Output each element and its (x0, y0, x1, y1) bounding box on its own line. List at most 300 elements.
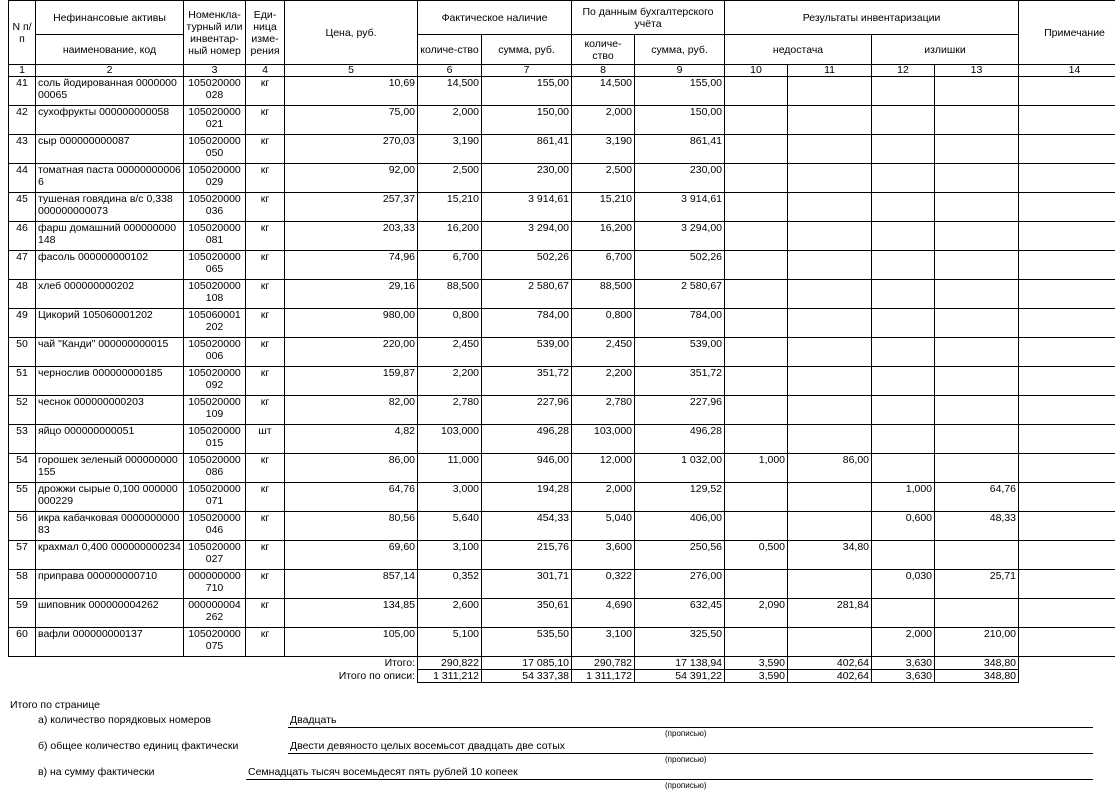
surplus-qty (872, 222, 935, 251)
item-name: вафли 000000000137 (36, 628, 184, 657)
item-code: 105020000 027 (184, 541, 246, 570)
row-number: 55 (9, 483, 36, 512)
surplus-sum (935, 338, 1019, 367)
fact-qty: 0,800 (418, 309, 482, 338)
footer-c-propisyu: (прописью) (665, 781, 707, 790)
item-code: 000000004 262 (184, 599, 246, 628)
fact-qty: 2,600 (418, 599, 482, 628)
fact-sum: 301,71 (482, 570, 572, 599)
table-row (9, 628, 1115, 657)
surplus-qty: 0,600 (872, 512, 935, 541)
note-cell (1019, 628, 1115, 657)
note-cell (1019, 599, 1115, 628)
note-cell (1019, 570, 1115, 599)
shortage-qty (725, 222, 788, 251)
row-number: 51 (9, 367, 36, 396)
header-results: Результаты инвентаризации (725, 1, 1019, 35)
shortage-qty (725, 338, 788, 367)
footer-a-value: Двадцать (290, 714, 337, 726)
shortage-sum (788, 164, 872, 193)
table-row (9, 338, 1115, 367)
shortage-qty (725, 106, 788, 135)
shortage-qty (725, 164, 788, 193)
fact-qty: 3,190 (418, 135, 482, 164)
item-price: 92,00 (285, 164, 418, 193)
surplus-qty: 1,000 (872, 483, 935, 512)
item-price: 134,85 (285, 599, 418, 628)
table-row (9, 309, 1115, 338)
totals-opis-label: Итого по описи: (338, 669, 415, 682)
shortage-sum (788, 251, 872, 280)
book-sum: 2 580,67 (635, 280, 725, 309)
item-price: 980,00 (285, 309, 418, 338)
item-name: дрожжи сырые 0,100 000000000229 (36, 483, 184, 512)
surplus-sum (935, 425, 1019, 454)
total-surplus-qty: 3,630 (872, 657, 935, 670)
note-cell (1019, 135, 1115, 164)
shortage-sum (788, 77, 872, 106)
item-unit: кг (246, 280, 285, 309)
opis-fact-qty: 1 311,212 (418, 670, 482, 683)
surplus-sum (935, 541, 1019, 570)
fact-sum: 230,00 (482, 164, 572, 193)
table-row (9, 193, 1115, 222)
book-sum: 784,00 (635, 309, 725, 338)
book-qty: 2,450 (572, 338, 635, 367)
footer-a-label: а) количество порядковых номеров (38, 714, 212, 726)
footer-c-value: Семнадцать тысяч восемьдесят пять рублей 10 копеек (248, 766, 518, 778)
surplus-sum: 48,33 (935, 512, 1019, 541)
column-number: 10 (725, 65, 788, 77)
surplus-sum: 25,71 (935, 570, 1019, 599)
opis-short-sum: 402,64 (788, 670, 872, 683)
footer-a-propisyu: (прописью) (665, 729, 707, 738)
item-name: икра кабачковая 000000000083 (36, 512, 184, 541)
item-price: 64,76 (285, 483, 418, 512)
book-qty: 3,190 (572, 135, 635, 164)
total-fact-qty: 290,822 (418, 657, 482, 670)
shortage-qty (725, 251, 788, 280)
fact-qty: 3,100 (418, 541, 482, 570)
book-qty: 2,000 (572, 483, 635, 512)
surplus-sum (935, 251, 1019, 280)
column-number: 6 (418, 65, 482, 77)
item-name: яйцо 000000000051 (36, 425, 184, 454)
book-sum: 150,00 (635, 106, 725, 135)
opis-book-qty: 1 311,172 (572, 670, 635, 683)
item-unit: кг (246, 483, 285, 512)
fact-qty: 2,500 (418, 164, 482, 193)
shortage-qty: 0,500 (725, 541, 788, 570)
header-nonfin: Нефинансовые активы (36, 1, 184, 35)
book-sum: 351,72 (635, 367, 725, 396)
item-name: чай "Канди" 000000000015 (36, 338, 184, 367)
opis-surplus-qty: 3,630 (872, 670, 935, 683)
shortage-sum: 86,00 (788, 454, 872, 483)
table-row (9, 425, 1115, 454)
surplus-qty (872, 193, 935, 222)
row-number: 59 (9, 599, 36, 628)
note-cell (1019, 396, 1115, 425)
row-number: 58 (9, 570, 36, 599)
item-price: 257,37 (285, 193, 418, 222)
book-sum: 227,96 (635, 396, 725, 425)
item-price: 105,00 (285, 628, 418, 657)
shortage-sum (788, 135, 872, 164)
shortage-sum (788, 425, 872, 454)
column-number: 14 (1019, 65, 1115, 77)
book-sum: 230,00 (635, 164, 725, 193)
surplus-sum (935, 77, 1019, 106)
surplus-sum: 64,76 (935, 483, 1019, 512)
fact-qty: 103,000 (418, 425, 482, 454)
item-code: 000000000 710 (184, 570, 246, 599)
fact-qty: 14,500 (418, 77, 482, 106)
totals-row (9, 657, 1115, 670)
total-book-qty: 290,782 (572, 657, 635, 670)
table-row (9, 483, 1115, 512)
row-number: 45 (9, 193, 36, 222)
fact-qty: 11,000 (418, 454, 482, 483)
inventory-sheet (8, 0, 1105, 683)
table-row (9, 454, 1115, 483)
item-unit: кг (246, 454, 285, 483)
row-number: 47 (9, 251, 36, 280)
surplus-sum (935, 164, 1019, 193)
item-code: 105020000 028 (184, 77, 246, 106)
item-name: томатная паста 000000000066 (36, 164, 184, 193)
book-sum: 3 294,00 (635, 222, 725, 251)
surplus-qty (872, 338, 935, 367)
item-code: 105020000 075 (184, 628, 246, 657)
header-shortage: недостача (725, 35, 872, 65)
surplus-qty: 0,030 (872, 570, 935, 599)
item-unit: кг (246, 77, 285, 106)
surplus-qty (872, 396, 935, 425)
shortage-qty (725, 135, 788, 164)
item-price: 270,03 (285, 135, 418, 164)
surplus-sum (935, 106, 1019, 135)
total-book-sum: 17 138,94 (635, 657, 725, 670)
row-number: 43 (9, 135, 36, 164)
book-sum: 250,56 (635, 541, 725, 570)
surplus-qty (872, 135, 935, 164)
note-cell (1019, 454, 1115, 483)
shortage-qty (725, 309, 788, 338)
fact-sum: 3 914,61 (482, 193, 572, 222)
shortage-sum (788, 628, 872, 657)
row-number: 50 (9, 338, 36, 367)
surplus-sum (935, 309, 1019, 338)
shortage-sum (788, 280, 872, 309)
item-price: 80,56 (285, 512, 418, 541)
item-price: 159,87 (285, 367, 418, 396)
shortage-qty (725, 280, 788, 309)
row-number: 44 (9, 164, 36, 193)
book-sum: 406,00 (635, 512, 725, 541)
fact-qty: 2,000 (418, 106, 482, 135)
book-qty: 16,200 (572, 222, 635, 251)
item-name: чернослив 000000000185 (36, 367, 184, 396)
item-code: 105020000 036 (184, 193, 246, 222)
fact-qty: 5,100 (418, 628, 482, 657)
surplus-qty: 2,000 (872, 628, 935, 657)
note-cell (1019, 222, 1115, 251)
book-sum: 1 032,00 (635, 454, 725, 483)
book-qty: 2,000 (572, 106, 635, 135)
fact-qty: 3,000 (418, 483, 482, 512)
item-unit: кг (246, 599, 285, 628)
shortage-sum (788, 367, 872, 396)
header-unit: Еди-ница изме-рения (246, 1, 285, 65)
shortage-qty (725, 512, 788, 541)
item-name: сухофрукты 000000000058 (36, 106, 184, 135)
opis-short-qty: 3,590 (725, 670, 788, 683)
row-number: 48 (9, 280, 36, 309)
book-qty: 0,800 (572, 309, 635, 338)
shortage-qty (725, 367, 788, 396)
footer-a-line (288, 727, 1093, 728)
footer-c-line (246, 779, 1093, 780)
fact-qty: 88,500 (418, 280, 482, 309)
shortage-qty (725, 396, 788, 425)
shortage-sum (788, 106, 872, 135)
header-book: По данным бухгалтерского учёта (572, 1, 725, 35)
table-row (9, 599, 1115, 628)
table-row (9, 570, 1115, 599)
column-number: 7 (482, 65, 572, 77)
book-qty: 103,000 (572, 425, 635, 454)
column-number: 3 (184, 65, 246, 77)
item-unit: кг (246, 367, 285, 396)
item-code: 105020000 050 (184, 135, 246, 164)
book-qty: 2,200 (572, 367, 635, 396)
surplus-qty (872, 599, 935, 628)
surplus-qty (872, 106, 935, 135)
row-number: 60 (9, 628, 36, 657)
item-name: приправа 000000000710 (36, 570, 184, 599)
table-row (9, 106, 1115, 135)
item-name: горошек зеленый 000000000155 (36, 454, 184, 483)
row-number: 54 (9, 454, 36, 483)
shortage-sum (788, 512, 872, 541)
totals-label: Итого: (384, 657, 415, 669)
table-row (9, 135, 1115, 164)
footer-c-label: в) на сумму фактически (38, 766, 155, 778)
fact-sum: 155,00 (482, 77, 572, 106)
book-sum: 325,50 (635, 628, 725, 657)
surplus-qty (872, 77, 935, 106)
book-qty: 12,000 (572, 454, 635, 483)
item-code: 105020000 108 (184, 280, 246, 309)
shortage-sum (788, 193, 872, 222)
item-name: соль йодированная 000000000065 (36, 77, 184, 106)
note-cell (1019, 541, 1115, 570)
shortage-sum: 281,84 (788, 599, 872, 628)
fact-sum: 946,00 (482, 454, 572, 483)
book-sum: 276,00 (635, 570, 725, 599)
item-unit: кг (246, 628, 285, 657)
table-row (9, 541, 1115, 570)
book-sum: 3 914,61 (635, 193, 725, 222)
fact-sum: 535,50 (482, 628, 572, 657)
book-qty: 3,100 (572, 628, 635, 657)
surplus-qty (872, 541, 935, 570)
shortage-qty (725, 77, 788, 106)
book-sum: 502,26 (635, 251, 725, 280)
surplus-sum (935, 280, 1019, 309)
fact-sum: 454,33 (482, 512, 572, 541)
item-unit: кг (246, 193, 285, 222)
fact-sum: 496,28 (482, 425, 572, 454)
table-row (9, 77, 1115, 106)
item-code: 105020000 006 (184, 338, 246, 367)
surplus-sum (935, 222, 1019, 251)
surplus-qty (872, 164, 935, 193)
item-price: 75,00 (285, 106, 418, 135)
item-name: фарш домашний 000000000148 (36, 222, 184, 251)
shortage-sum (788, 338, 872, 367)
row-number: 49 (9, 309, 36, 338)
item-name: крахмал 0,400 000000000234 (36, 541, 184, 570)
fact-sum: 502,26 (482, 251, 572, 280)
shortage-sum (788, 309, 872, 338)
fact-qty: 2,200 (418, 367, 482, 396)
item-name: фасоль 000000000102 (36, 251, 184, 280)
fact-qty: 15,210 (418, 193, 482, 222)
header-name-code: наименование, код (36, 35, 184, 65)
surplus-qty (872, 309, 935, 338)
column-numbers-row (9, 65, 1115, 77)
row-number: 52 (9, 396, 36, 425)
table-row (9, 512, 1115, 541)
column-number: 1 (9, 65, 36, 77)
book-qty: 2,500 (572, 164, 635, 193)
header-book-sum: сумма, руб. (635, 35, 725, 65)
book-sum: 632,45 (635, 599, 725, 628)
column-number: 8 (572, 65, 635, 77)
column-number: 5 (285, 65, 418, 77)
shortage-sum (788, 222, 872, 251)
note-cell (1019, 193, 1115, 222)
item-code: 105020000 081 (184, 222, 246, 251)
book-sum: 861,41 (635, 135, 725, 164)
totals-opis-row (9, 670, 1115, 683)
fact-qty: 2,450 (418, 338, 482, 367)
note-cell (1019, 483, 1115, 512)
fact-sum: 539,00 (482, 338, 572, 367)
shortage-qty (725, 570, 788, 599)
table-row (9, 251, 1115, 280)
item-unit: кг (246, 309, 285, 338)
item-code: 105020000 086 (184, 454, 246, 483)
surplus-sum (935, 599, 1019, 628)
item-unit: кг (246, 338, 285, 367)
item-price: 29,16 (285, 280, 418, 309)
fact-sum: 350,61 (482, 599, 572, 628)
column-number: 9 (635, 65, 725, 77)
row-number: 46 (9, 222, 36, 251)
row-number: 56 (9, 512, 36, 541)
header-note: Примечание (1019, 1, 1115, 65)
note-cell (1019, 425, 1115, 454)
item-price: 82,00 (285, 396, 418, 425)
surplus-sum (935, 454, 1019, 483)
item-name: шиповник 000000004262 (36, 599, 184, 628)
fact-qty: 16,200 (418, 222, 482, 251)
item-name: сыр 000000000087 (36, 135, 184, 164)
book-qty: 15,210 (572, 193, 635, 222)
item-price: 10,69 (285, 77, 418, 106)
row-number: 42 (9, 106, 36, 135)
item-unit: кг (246, 164, 285, 193)
row-number: 41 (9, 77, 36, 106)
book-qty: 6,700 (572, 251, 635, 280)
book-qty: 88,500 (572, 280, 635, 309)
item-price: 220,00 (285, 338, 418, 367)
book-qty: 2,780 (572, 396, 635, 425)
fact-sum: 861,41 (482, 135, 572, 164)
table-row (9, 280, 1115, 309)
item-price: 86,00 (285, 454, 418, 483)
note-cell (1019, 251, 1115, 280)
note-cell (1019, 367, 1115, 396)
footer-b-line (288, 753, 1093, 754)
note-cell (1019, 280, 1115, 309)
row-number: 57 (9, 541, 36, 570)
surplus-qty (872, 251, 935, 280)
item-code: 105060001 202 (184, 309, 246, 338)
fact-sum: 150,00 (482, 106, 572, 135)
item-code: 105020000 029 (184, 164, 246, 193)
item-unit: кг (246, 396, 285, 425)
fact-sum: 784,00 (482, 309, 572, 338)
column-number: 11 (788, 65, 872, 77)
opis-book-sum: 54 391,22 (635, 670, 725, 683)
item-code: 105020000 071 (184, 483, 246, 512)
fact-qty: 2,780 (418, 396, 482, 425)
item-price: 857,14 (285, 570, 418, 599)
item-unit: кг (246, 135, 285, 164)
book-qty: 4,690 (572, 599, 635, 628)
table-row (9, 222, 1115, 251)
column-number: 12 (872, 65, 935, 77)
book-qty: 0,322 (572, 570, 635, 599)
book-qty: 3,600 (572, 541, 635, 570)
surplus-qty (872, 454, 935, 483)
surplus-sum (935, 135, 1019, 164)
surplus-qty (872, 367, 935, 396)
surplus-sum (935, 367, 1019, 396)
opis-surplus-sum: 348,80 (935, 670, 1019, 683)
item-unit: кг (246, 106, 285, 135)
book-qty: 5,040 (572, 512, 635, 541)
column-number: 2 (36, 65, 184, 77)
total-fact-sum: 17 085,10 (482, 657, 572, 670)
fact-qty: 6,700 (418, 251, 482, 280)
book-sum: 496,28 (635, 425, 725, 454)
header-price: Цена, руб. (285, 1, 418, 65)
item-code: 105020000 046 (184, 512, 246, 541)
surplus-qty (872, 280, 935, 309)
header-actual-qty: количе-ство (418, 35, 482, 65)
item-name: Цикорий 105060001202 (36, 309, 184, 338)
book-qty: 14,500 (572, 77, 635, 106)
fact-sum: 194,28 (482, 483, 572, 512)
shortage-qty (725, 483, 788, 512)
table-row (9, 164, 1115, 193)
header-nomen: Номенкла-турный или инвентар-ный номер (184, 1, 246, 65)
